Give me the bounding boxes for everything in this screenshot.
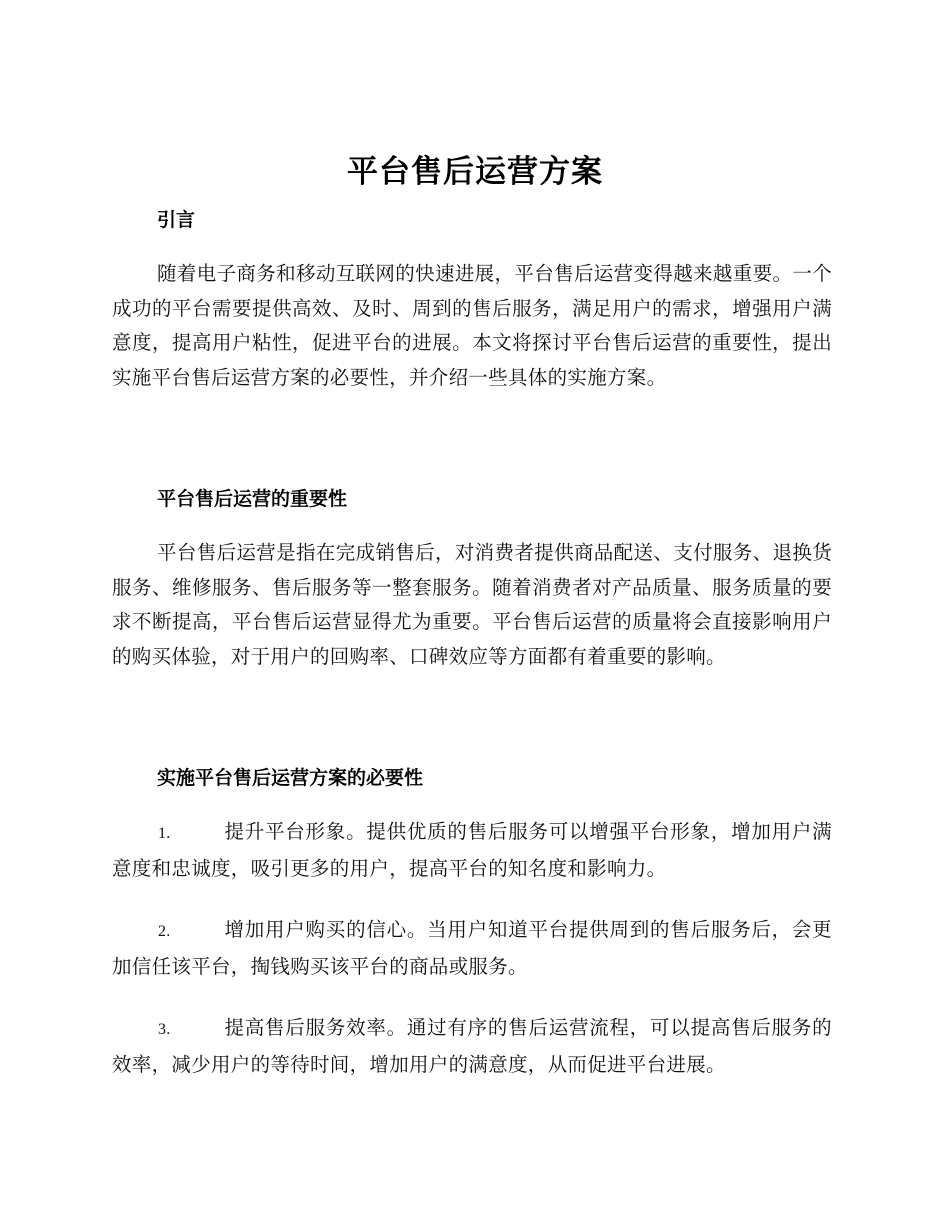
document-title: 平台售后运营方案 <box>347 154 603 190</box>
importance-paragraph: 平台售后运营是指在完成销售后，对消费者提供商品配送、支付服务、退换货服务、维修服务、售后服务等一整套服务。随着消费者对产品质量、服务质量的要求不断提高，平台售后运营显得尤为重要。平台售后运营的质量将会直接影响用户的购买体验，对于用户的回购率、口碑效应等方面都有着重要的影响。 <box>112 541 832 668</box>
intro-paragraph: 随着电子商务和移动互联网的快速进展，平台售后运营变得越来越重要。一个成功的平台需要提供高效、及时、周到的售后服务，满足用户的需求，增强用户满意度，提高用户粘性，促进平台的进展。本文将探讨平台售后运营的重要性，提出实施平台售后运营方案的必要性，并介绍一些具体的实施方案。 <box>112 262 832 389</box>
list-item-text: 提高售后服务效率。通过有序的售后运营流程，可以提高售后服务的效率，减少用户的等待时间，增加用户的满意度，从而促进平台进展。 <box>112 1016 832 1076</box>
list-item-number: 3. <box>158 1021 171 1038</box>
section-heading-intro: 引言 <box>157 209 196 231</box>
list-item-text: 提升平台形象。提供优质的售后服务可以增强平台形象，增加用户满意度和忠诚度，吸引更多的用户，提高平台的知名度和影响力。 <box>112 820 832 880</box>
list-item-number: 2. <box>158 923 171 940</box>
section-heading-importance: 平台售后运营的重要性 <box>157 488 348 510</box>
list-item-number: 1. <box>158 825 171 842</box>
list-item <box>112 1011 832 1082</box>
list-item-text: 增加用户购买的信心。当用户知道平台提供周到的售后服务后，会更加信任该平台，掏钱购买该平台的商品或服务。 <box>112 918 832 978</box>
section-heading-necessity: 实施平台售后运营方案的必要性 <box>157 767 424 789</box>
list-item <box>112 913 832 984</box>
list-item <box>112 815 832 886</box>
